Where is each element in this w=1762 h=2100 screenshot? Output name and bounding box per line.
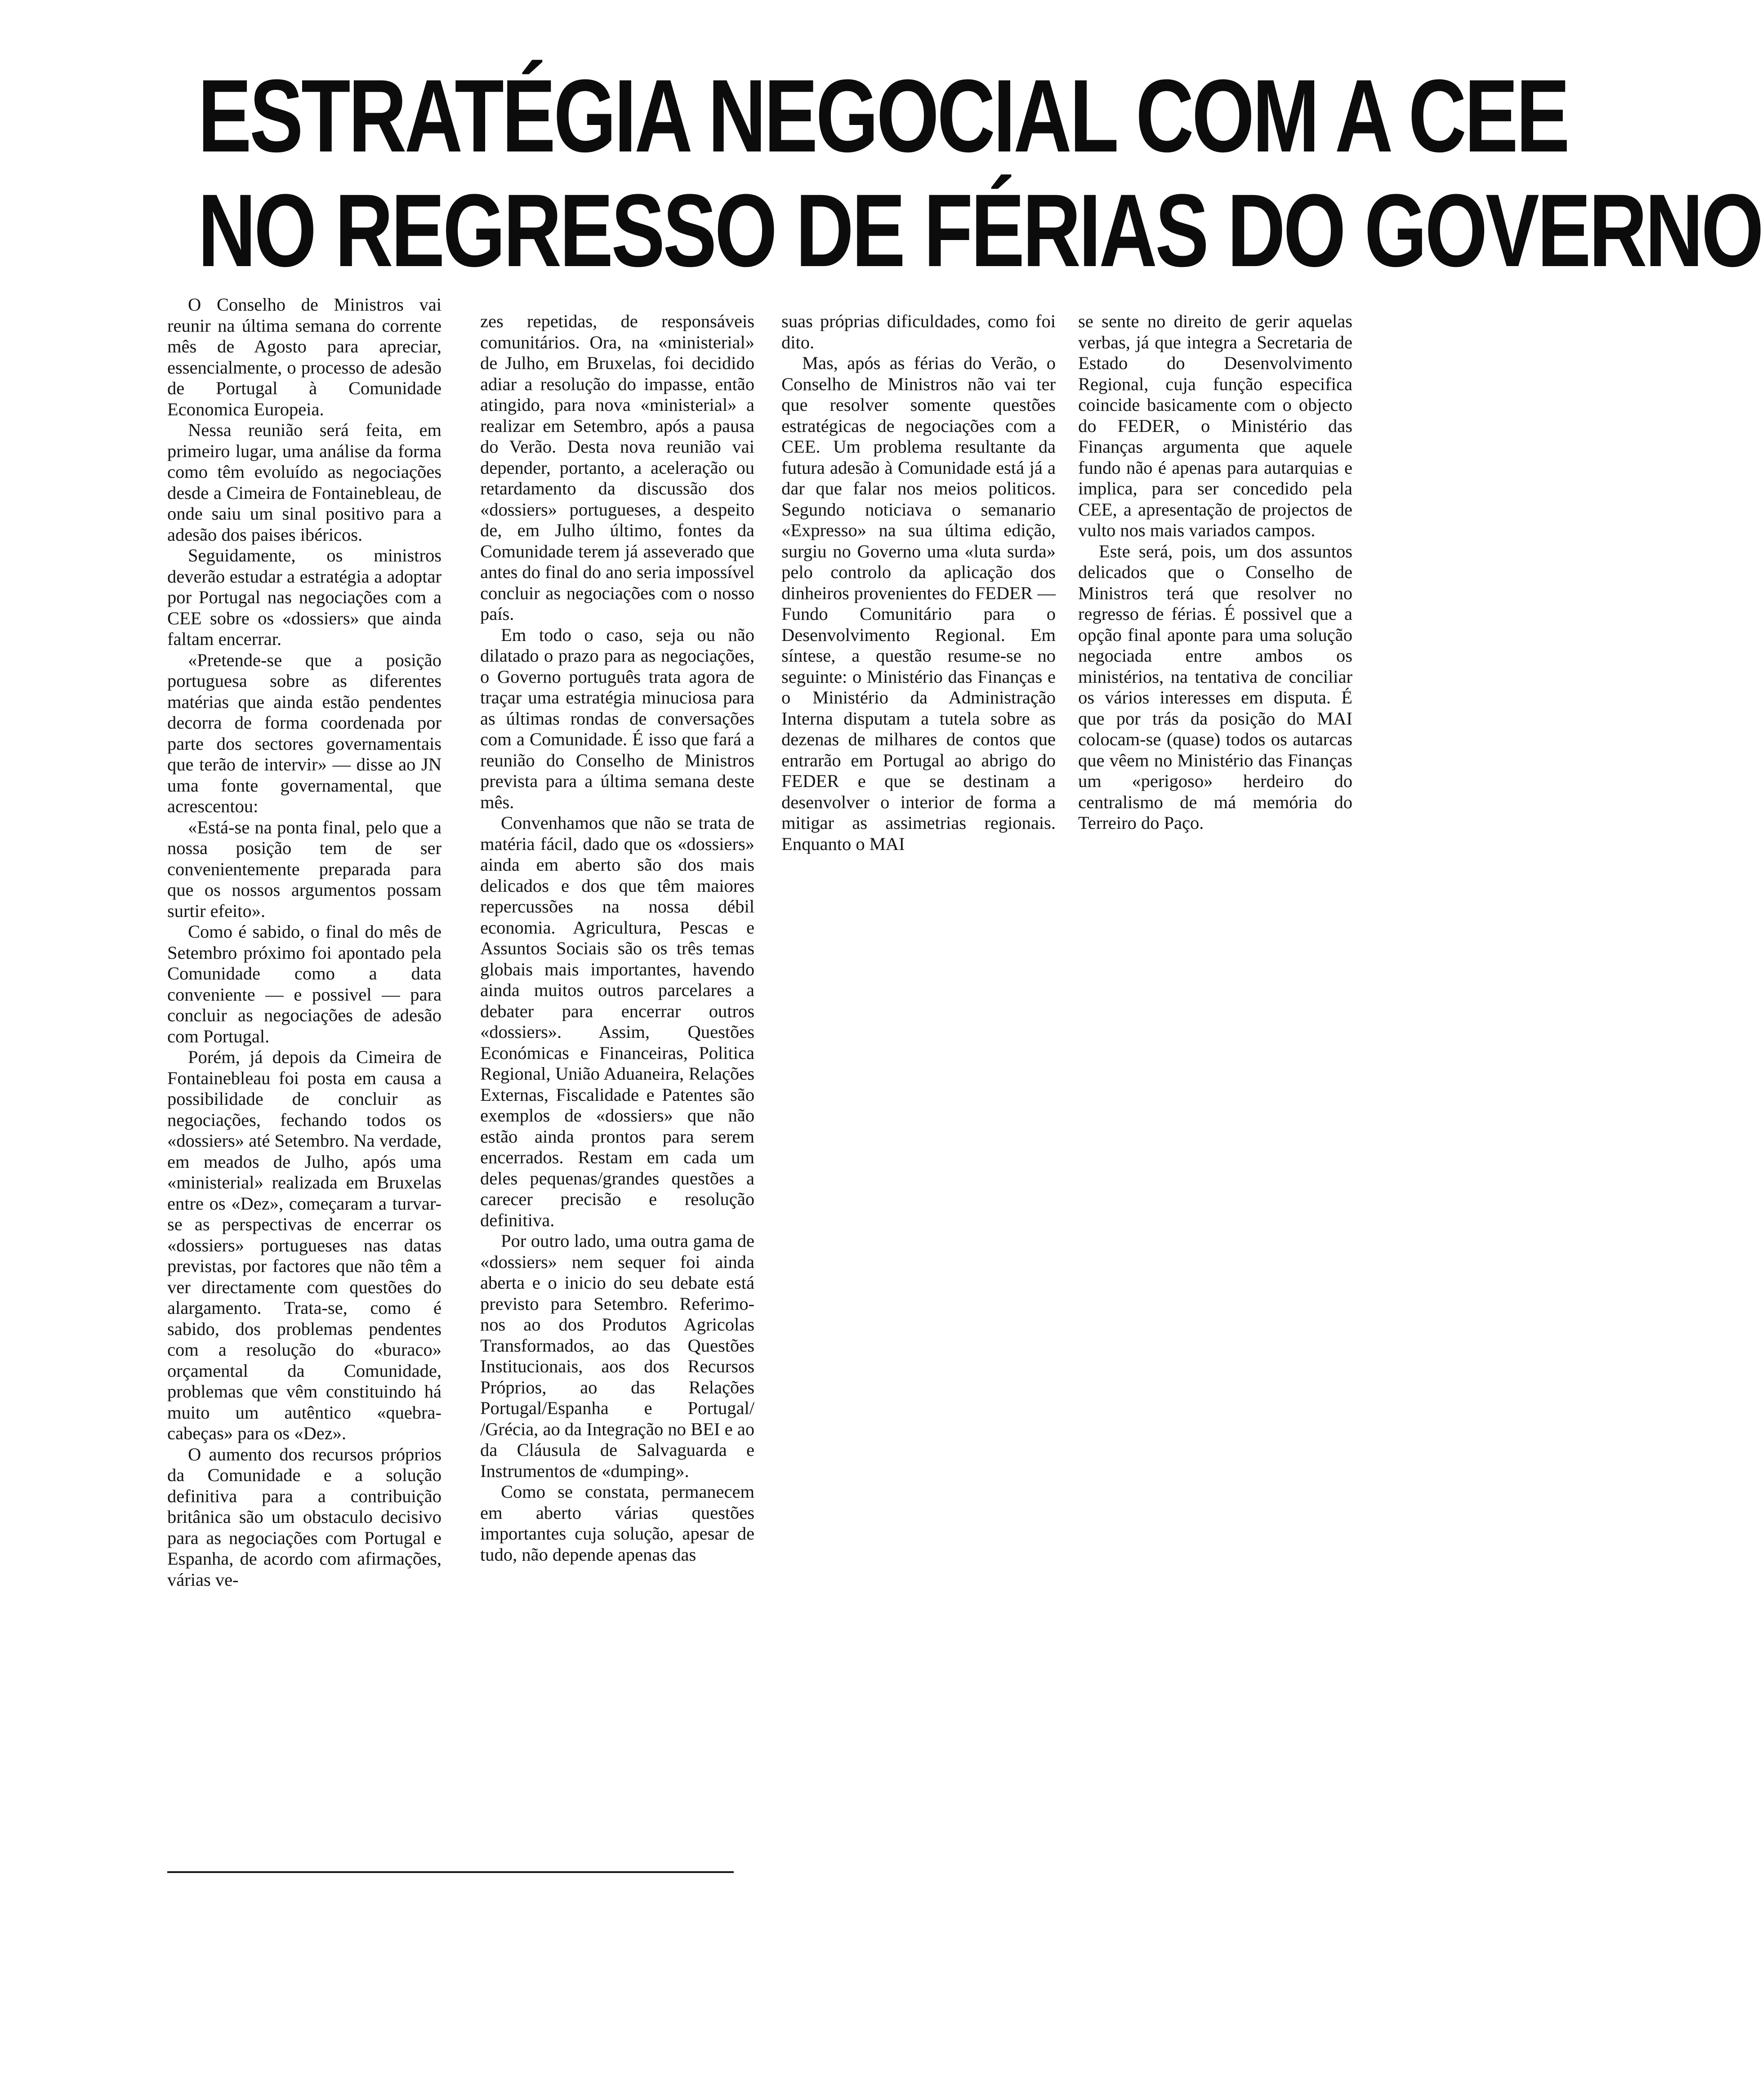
- paragraph: O Conselho de Ministros vai reunir na última semana do corrente mês de Agosto para apreciar, essencialmente, o processo de adesão de Portugal à Comunidade Economica Europeia.: [167, 294, 442, 419]
- paragraph: «Está-se na ponta final, pelo que a nossa posição tem de ser convenientemente preparada para que os nossos argumentos possam surtir efeito».: [167, 817, 442, 921]
- paragraph: Como é sabido, o final do mês de Setembro próximo foi apontado pela Comunidade como a data conveniente — e possivel — para concluir as negociações de adesão com Portugal.: [167, 921, 442, 1046]
- paragraph: Nessa reunião será feita, em primeiro lugar, uma análise da forma como têm evoluído as negociações desde a Cimeira de Fontainebleau, de onde saiu um sinal positivo para a adesão dos paises ibéricos.: [167, 420, 442, 545]
- paragraph: Convenhamos que não se trata de matéria fácil, dado que os «dossiers» ainda em aberto são dos mais delicados e dos que têm maiores repercussões na nossa débil economia. Agricultura, Pescas e Assuntos Sociais são os três temas globais mais importantes, havendo ainda muitos outros parcelares a debater para encerrar outros «dossiers». Assim, Questões Económicas e Financeiras, Politica Regional, União Aduaneira, Relações Externas, Fiscalidade e Patentes são exemplos de «dossiers» que não estão ainda prontos para serem encerrados. Restam em cada um deles pequenas/grandes questões a carecer precisão e resolução definitiva.: [480, 813, 754, 1230]
- article-column-3: [781, 311, 1056, 854]
- paragraph: Este será, pois, um dos assuntos delicados que o Conselho de Ministros terá que resolver no regresso de férias. É possivel que a opção final aponte para uma solução negociada entre ambos os ministérios, na tentativa de conciliar os vários interesses em disputa. É que por trás da posição do MAI colocam-se (quase) todos os autarcas que vêem no Ministério das Finanças um «perigoso» herdeiro do centralismo de má memória do Terreiro do Paço.: [1078, 541, 1352, 833]
- article-column-4: [1078, 311, 1352, 834]
- bottom-rule: [167, 1871, 734, 1873]
- paragraph: Porém, já depois da Cimeira de Fontainebleau foi posta em causa a possibilidade de concluir as negociações, fechando todos os «dossiers» até Setembro. Na verdade, em meados de Julho, após uma «ministerial» realizada em Bruxelas entre os «Dez», começaram a turvar-se as perspectivas de encerrar os «dossiers» portugueses nas datas previstas, por factores que não têm a ver directamente com questões do alargamento. Trata-se, como é sabido, dos problemas pendentes com a resolução do «buraco» orçamental da Comunidade, problemas que vêm constituindo há muito um autêntico «quebra-cabeças» para os «Dez».: [167, 1047, 442, 1443]
- article-column-2: [480, 311, 754, 1565]
- paragraph: Mas, após as férias do Verão, o Conselho de Ministros não vai ter que resolver somente questões estratégicas de negociações com a CEE. Um problema resultante da futura adesão à Comunidade está já a dar que falar nos meios politicos. Segundo noticiava o semanario «Expresso» na sua última edição, surgiu no Governo uma «luta surda» pelo controlo da aplicação dos dinheiros provenientes do FEDER — Fundo Comunitário para o Desenvolvimento Regional. Em síntese, a questão resume-se no seguinte: o Ministério das Finanças e o Ministério da Administração Interna disputam a tutela sobre as dezenas de milhares de contos que entrarão em Portugal ao abrigo do FEDER e que se destinam a desenvolver o interior de forma a mitigar as assimetrias regionais. Enquanto o MAI: [781, 353, 1056, 854]
- paragraph: Por outro lado, uma outra gama de «dossiers» nem sequer foi ainda aberta e o inicio do seu debate está previsto para Setembro. Referimo-nos ao dos Produtos Agricolas Transformados, ao das Questões Institucionais, aos dos Recursos Próprios, ao das Relações Portugal/Espanha e Portugal/ /Grécia, ao da Integração no BEI e ao da Cláusula de Salvaguarda e Instrumentos de «dumping».: [480, 1231, 754, 1481]
- headline: [198, 58, 1762, 288]
- paragraph: suas próprias dificuldades, como foi dito.: [781, 311, 1056, 352]
- paragraph: se sente no direito de gerir aquelas verbas, já que integra a Secretaria de Estado do Desenvolvimento Regional, cuja função especifica coincide basicamente com o objecto do FEDER, o Ministério das Finanças argumenta que aquele fundo não é apenas para autarquias e implica, para ser concedido pela CEE, a apresentação de projectos de vulto nos mais variados campos.: [1078, 311, 1352, 540]
- article-column-1: [167, 294, 442, 1590]
- headline-line-1: ESTRATÉGIA NEGOCIAL COM A CEE: [198, 58, 1568, 174]
- paragraph: zes repetidas, de responsáveis comunitários. Ora, na «ministerial» de Julho, em Bruxelas, foi decidido adiar a resolução do impasse, então atingido, para nova «ministerial» a realizar em Setembro, após a pausa do Verão. Desta nova reunião vai depender, portanto, a aceleração ou retardamento da discussão dos «dossiers» portugueses, a despeito de, em Julho último, fontes da Comunidade terem já asseverado que antes do final do ano seria impossível concluir as negociações com o nosso país.: [480, 311, 754, 624]
- paragraph: Em todo o caso, seja ou não dilatado o prazo para as negociações, o Governo português trata agora de traçar uma estratégia minuciosa para as últimas rondas de conversações com a Comunidade. É isso que fará a reunião do Conselho de Ministros prevista para a última semana deste mês.: [480, 624, 754, 812]
- paragraph: «Pretende-se que a posição portuguesa sobre as diferentes matérias que ainda estão pendentes decorra de forma coordenada por parte dos sectores governamentais que terão de intervir» — disse ao JN uma fonte governamental, que acrescentou:: [167, 650, 442, 816]
- paragraph: O aumento dos recursos próprios da Comunidade e a solução definitiva para a contribuição britânica são um obstaculo decisivo para as negociações com Portugal e Espanha, de acordo com afirmações, várias ve-: [167, 1444, 442, 1590]
- paragraph: Seguidamente, os ministros deverão estudar a estratégia a adoptar por Portugal nas negociações com a CEE sobre os «dossiers» que ainda faltam encerrar.: [167, 545, 442, 649]
- headline-line-2: NO REGRESSO DE FÉRIAS DO GOVERNO: [198, 173, 1762, 288]
- paragraph: Como se constata, permanecem em aberto várias questões importantes cuja solução, apesar de tudo, não depende apenas das: [480, 1482, 754, 1565]
